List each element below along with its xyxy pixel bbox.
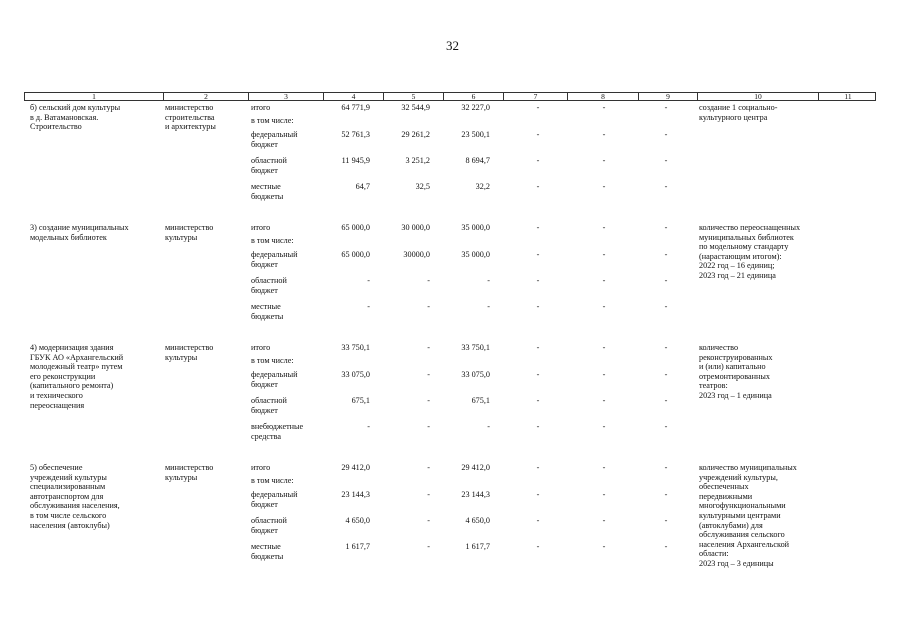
- value-cell-c6: 23 144,3: [461, 490, 490, 499]
- funding-source-line: областной: [251, 516, 287, 525]
- funding-source-line: бюджет: [251, 165, 278, 175]
- funding-source-line: в том числе:: [251, 116, 294, 125]
- funding-source-line: в том числе:: [251, 476, 294, 485]
- executor-line: культуры: [165, 232, 198, 242]
- value-cell-c7: -: [536, 343, 540, 352]
- value-cell-c5: 32,5: [415, 182, 430, 191]
- table-header-row: [24, 92, 876, 101]
- value-cell-c9: -: [664, 223, 668, 232]
- value-cell-c7: -: [536, 516, 540, 525]
- value-cell-c8: -: [602, 302, 606, 311]
- result-line: обслуживания сельского: [699, 530, 785, 540]
- value-cell-c9: -: [664, 302, 668, 311]
- value-cell-c6: 35 000,0: [461, 250, 490, 259]
- funding-source-line: итого: [251, 463, 271, 472]
- result-line: населения Архангельской: [699, 539, 790, 549]
- value-cell-c9: -: [664, 490, 668, 499]
- section-title-line: 4) модернизация здания: [30, 343, 114, 352]
- funding-source-line: местные: [251, 542, 281, 551]
- value-cell-c8: -: [602, 182, 606, 191]
- value-cell-c4: 29 412,0: [341, 463, 370, 472]
- value-cell-c9: -: [664, 156, 668, 165]
- funding-source-line: бюджет: [251, 405, 278, 415]
- funding-source-line: бюджеты: [251, 551, 284, 561]
- result-line: по модельному стандарту: [699, 242, 789, 252]
- funding-source-line: федеральный: [251, 490, 298, 499]
- value-cell-c8: -: [602, 276, 606, 285]
- value-cell-c5: -: [427, 490, 430, 499]
- header-cell-10: 10: [698, 93, 819, 100]
- value-cell-c6: 33 075,0: [461, 370, 490, 379]
- funding-source-line: областной: [251, 276, 287, 285]
- value-cell-c8: -: [602, 396, 606, 405]
- funding-source-line: бюджет: [251, 285, 278, 295]
- value-cell-c9: -: [664, 250, 668, 259]
- result-line: 2022 год – 16 единиц;: [699, 261, 775, 271]
- value-cell-c7: -: [536, 156, 540, 165]
- value-cell-c9: -: [664, 370, 668, 379]
- value-cell-c9: -: [664, 542, 668, 551]
- funding-source-line: бюджет: [251, 259, 278, 269]
- value-cell-c6: 33 750,1: [461, 343, 490, 352]
- result-line: муниципальных библиотек: [699, 232, 794, 242]
- value-cell-c5: -: [427, 516, 430, 525]
- section-title-line: учреждений культуры: [30, 472, 107, 482]
- value-cell-c4: 52 761,3: [341, 130, 370, 139]
- section-title-line: в д. Ватамановская.: [30, 112, 99, 122]
- value-cell-c8: -: [602, 343, 606, 352]
- value-cell-c7: -: [536, 250, 540, 259]
- value-cell-c4: 65 000,0: [341, 250, 370, 259]
- value-cell-c4: -: [367, 302, 370, 311]
- result-line: учреждений культуры,: [699, 472, 778, 482]
- result-line: (нарастающим итогом):: [699, 251, 782, 261]
- result-line: и (или) капитально: [699, 362, 766, 372]
- funding-source-line: местные: [251, 302, 281, 311]
- funding-source-line: итого: [251, 343, 271, 352]
- executor-line: культуры: [165, 472, 198, 482]
- executor-line: и архитектуры: [165, 122, 216, 132]
- funding-source-line: бюджеты: [251, 311, 284, 321]
- value-cell-c5: 32 544,9: [401, 103, 430, 112]
- header-cell-11: 11: [844, 92, 852, 101]
- section-title-line: специализированным: [30, 482, 106, 492]
- funding-source-line: в том числе:: [251, 236, 294, 245]
- funding-source-line: внебюджетные: [251, 422, 304, 431]
- value-cell-c5: -: [427, 396, 430, 405]
- value-cell-c6: 1 617,7: [465, 542, 490, 551]
- executor-line: министерство: [165, 103, 214, 112]
- value-cell-c6: 35 000,0: [461, 223, 490, 232]
- value-cell-c7: -: [536, 276, 540, 285]
- funding-source-line: в том числе:: [251, 356, 294, 365]
- value-cell-c8: -: [602, 250, 606, 259]
- value-cell-c8: -: [602, 542, 606, 551]
- value-cell-c4: 33 750,1: [341, 343, 370, 352]
- value-cell-c4: 675,1: [351, 396, 370, 405]
- value-cell-c9: -: [664, 463, 668, 472]
- value-cell-c7: -: [536, 396, 540, 405]
- value-cell-c9: -: [664, 130, 668, 139]
- value-cell-c6: -: [487, 302, 490, 311]
- value-cell-c9: -: [664, 422, 668, 431]
- header-cell-3: 3: [249, 93, 324, 100]
- value-cell-c5: -: [427, 542, 430, 551]
- result-line: обеспеченных: [699, 482, 749, 492]
- value-cell-c9: -: [664, 516, 668, 525]
- result-line: (автоклубами) для: [699, 520, 763, 530]
- result-line: области:: [699, 549, 729, 559]
- value-cell-c5: 30 000,0: [401, 223, 430, 232]
- funding-source-line: областной: [251, 156, 287, 165]
- value-cell-c7: -: [536, 370, 540, 379]
- value-cell-c4: 1 617,7: [345, 542, 370, 551]
- value-cell-c7: -: [536, 302, 540, 311]
- section-title-line: его реконструкции: [30, 371, 96, 381]
- executor-line: культуры: [165, 352, 198, 362]
- funding-source-line: итого: [251, 103, 271, 112]
- value-cell-c6: 32,2: [475, 182, 490, 191]
- result-line: культурными центрами: [699, 511, 781, 520]
- funding-source-line: итого: [251, 223, 271, 232]
- executor-line: строительства: [165, 112, 215, 122]
- result-line: отремонтированных: [699, 371, 770, 381]
- value-cell-c7: -: [536, 542, 540, 551]
- header-cell-7: 7: [504, 93, 568, 100]
- header-cell-9: 9: [639, 93, 698, 100]
- section-title-line: в том числе сельского: [30, 511, 107, 520]
- section-title-line: обслуживания населения,: [30, 501, 120, 511]
- value-cell-c9: -: [664, 103, 668, 112]
- section-title-line: модельных библиотек: [30, 232, 107, 242]
- funding-source-line: областной: [251, 396, 287, 405]
- value-cell-c9: -: [664, 396, 668, 405]
- section-title-line: 5) обеспечение: [30, 463, 83, 472]
- result-line: многофункциональными: [699, 501, 786, 511]
- value-cell-c8: -: [602, 463, 606, 472]
- value-cell-c8: -: [602, 223, 606, 232]
- section-title-line: переоснащения: [30, 400, 85, 410]
- value-cell-c4: 11 945,9: [341, 156, 370, 165]
- value-cell-c8: -: [602, 103, 606, 112]
- result-line: театров:: [699, 381, 728, 391]
- value-cell-c6: 23 500,1: [461, 130, 490, 139]
- value-cell-c8: -: [602, 130, 606, 139]
- section-title-line: населения (автоклубы): [30, 520, 110, 530]
- value-cell-c8: -: [602, 422, 606, 431]
- value-cell-c4: -: [367, 276, 370, 285]
- value-cell-c9: -: [664, 276, 668, 285]
- executor-line: министерство: [165, 223, 214, 232]
- executor-line: министерство: [165, 343, 214, 352]
- funding-source-line: средства: [251, 431, 282, 441]
- result-line: передвижными: [699, 491, 753, 501]
- value-cell-c6: 4 650,0: [465, 516, 490, 525]
- value-cell-c4: 4 650,0: [345, 516, 370, 525]
- funding-source-line: федеральный: [251, 370, 298, 379]
- result-line: количество переоснащенных: [699, 223, 801, 232]
- value-cell-c4: 64 771,9: [341, 103, 370, 112]
- value-cell-c7: -: [536, 463, 540, 472]
- value-cell-c4: -: [367, 422, 370, 431]
- value-cell-c6: -: [487, 276, 490, 285]
- section-title-line: молодежный театр» путем: [30, 362, 123, 372]
- value-cell-c7: -: [536, 182, 540, 191]
- value-cell-c5: -: [427, 463, 430, 472]
- value-cell-c4: 65 000,0: [341, 223, 370, 232]
- result-line: количество муниципальных: [699, 463, 797, 472]
- value-cell-c7: -: [536, 103, 540, 112]
- section-title-line: б) сельский дом культуры: [30, 103, 121, 112]
- result-line: 2023 год – 21 единица: [699, 271, 776, 280]
- executor-line: министерство: [165, 463, 214, 472]
- section-title-line: (капитального ремонта): [30, 381, 114, 391]
- value-cell-c5: 3 251,2: [405, 156, 430, 165]
- value-cell-c6: 29 412,0: [461, 463, 490, 472]
- section-title-line: Строительство: [30, 122, 82, 132]
- value-cell-c5: -: [427, 302, 430, 311]
- section-title-line: 3) создание муниципальных: [30, 223, 129, 232]
- section-title-line: автотранспортом для: [30, 491, 104, 501]
- header-cell-1: 1: [25, 93, 164, 100]
- value-cell-c5: -: [427, 422, 430, 431]
- value-cell-c5: -: [427, 370, 430, 379]
- value-cell-c7: -: [536, 490, 540, 499]
- funding-source-line: федеральный: [251, 130, 298, 139]
- funding-source-line: местные: [251, 182, 281, 191]
- header-cell-5: 5: [384, 93, 444, 100]
- result-line: создание 1 социально-: [699, 103, 778, 112]
- value-cell-c6: 675,1: [471, 396, 490, 405]
- result-line: 2023 год – 3 единицы: [699, 559, 774, 568]
- value-cell-c5: 29 261,2: [401, 130, 430, 139]
- header-cell-4: 4: [324, 93, 384, 100]
- value-cell-c9: -: [664, 343, 668, 352]
- result-line: 2023 год – 1 единица: [699, 391, 772, 400]
- value-cell-c8: -: [602, 490, 606, 499]
- result-line: количество: [699, 343, 739, 352]
- funding-source-line: бюджеты: [251, 191, 284, 201]
- header-cell-6: 6: [444, 93, 504, 100]
- funding-source-line: бюджет: [251, 379, 278, 389]
- header-cell-8: 8: [568, 93, 639, 100]
- value-cell-c7: -: [536, 223, 540, 232]
- value-cell-c5: 30000,0: [403, 250, 430, 259]
- value-cell-c7: -: [536, 422, 540, 431]
- section-title-line: ГБУК АО «Архангельский: [30, 352, 124, 362]
- value-cell-c8: -: [602, 370, 606, 379]
- value-cell-c9: -: [664, 182, 668, 191]
- value-cell-c8: -: [602, 516, 606, 525]
- header-cell-2: 2: [164, 93, 249, 100]
- value-cell-c6: 32 227,0: [461, 103, 490, 112]
- value-cell-c4: 23 144,3: [341, 490, 370, 499]
- value-cell-c4: 64,7: [355, 182, 370, 191]
- value-cell-c5: -: [427, 276, 430, 285]
- funding-source-line: федеральный: [251, 250, 298, 259]
- value-cell-c4: 33 075,0: [341, 370, 370, 379]
- value-cell-c8: -: [602, 156, 606, 165]
- funding-source-line: бюджет: [251, 139, 278, 149]
- funding-source-line: бюджет: [251, 499, 278, 509]
- result-line: культурного центра: [699, 112, 768, 122]
- result-line: реконструированных: [699, 352, 773, 362]
- value-cell-c5: -: [427, 343, 430, 352]
- section-title-line: и технического: [30, 391, 83, 400]
- funding-source-line: бюджет: [251, 525, 278, 535]
- value-cell-c6: -: [487, 422, 490, 431]
- value-cell-c7: -: [536, 130, 540, 139]
- page-number: 32: [446, 38, 459, 53]
- value-cell-c6: 8 694,7: [465, 156, 490, 165]
